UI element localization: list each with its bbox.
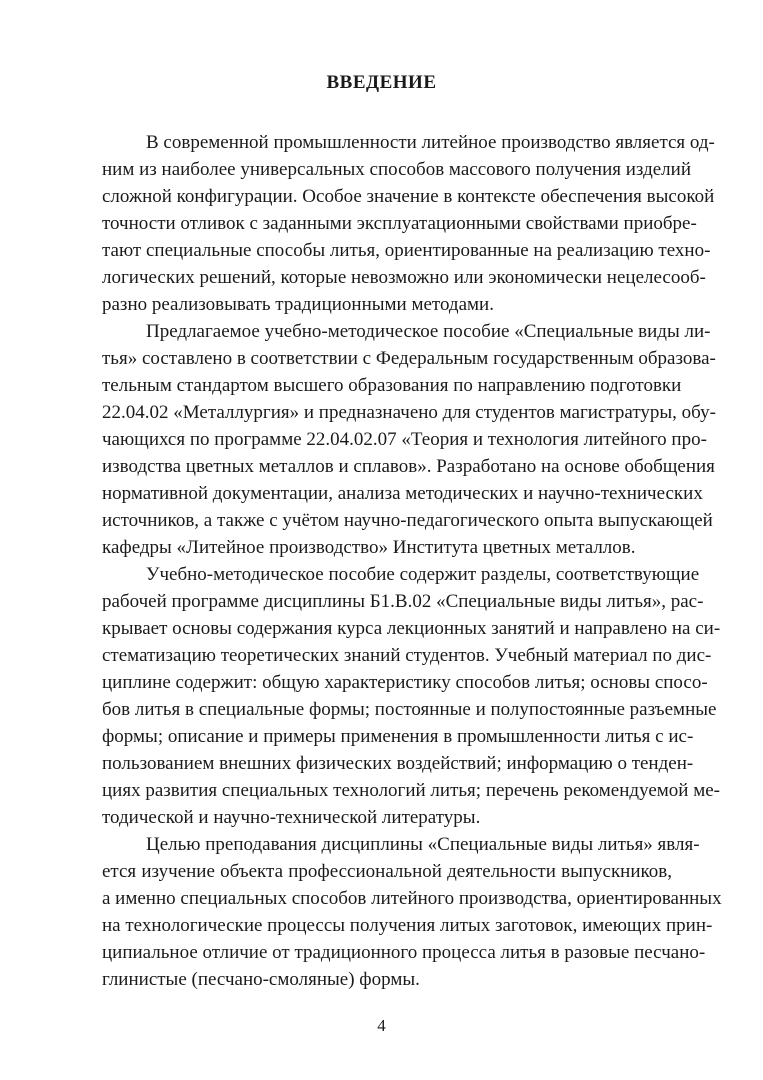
text-line: разно реализовывать традиционными методами. xyxy=(102,294,494,315)
text-line: чающихся по программе 22.04.02.07 «Теория и технология литейного про- xyxy=(102,429,707,450)
text-line: пользованием внешних физических воздействий; информацию о тенден- xyxy=(102,753,694,774)
text-line: Целью преподавания дисциплины «Специальные виды литья» явля- xyxy=(146,834,700,855)
text-line: крывает основы содержания курса лекционных занятий и направлено на си- xyxy=(102,618,721,639)
text-line: на технологические процессы получения литых заготовок, имеющих прин- xyxy=(102,915,713,936)
text-line: нормативной документации, анализа методических и научно-технических xyxy=(102,483,703,504)
text-line: тья» составлено в соответствии с Федеральным государственным образова- xyxy=(102,348,716,369)
text-line: тают специальные способы литья, ориентированные на реализацию техно- xyxy=(102,240,711,261)
text-line: формы; описание и примеры применения в промышленности литья с ис- xyxy=(102,726,694,747)
text-line: циплине содержит: общую характеристику способов литья; основы спосо- xyxy=(102,672,708,693)
text-line: бов литья в специальные формы; постоянные и полупостоянные разъемные xyxy=(102,699,717,720)
text-line: сложной конфигурации. Особое значение в контексте обеспечения высокой xyxy=(102,186,715,207)
text-line: Учебно-методическое пособие содержит разделы, соответствующие xyxy=(146,564,700,585)
page-title: ВВЕДЕНИЕ xyxy=(326,72,437,93)
text-line: изводства цветных металлов и сплавов». Разработано на основе обобщения xyxy=(102,456,715,477)
text-line: ципиальное отличие от традиционного процесса литья в разовые песчано- xyxy=(102,942,706,963)
text-line: глинистые (песчано-смоляные) формы. xyxy=(102,969,420,990)
text-line: циях развития специальных технологий литья; перечень рекомендуемой ме- xyxy=(102,780,720,801)
text-line: В современной промышленности литейное производство является од- xyxy=(146,132,715,153)
text-line: рабочей программе дисциплины Б1.В.02 «Специальные виды литья», рас- xyxy=(102,591,704,612)
text-line: точности отливок с заданными эксплуатационными свойствами приобре- xyxy=(102,213,697,234)
text-line: стематизацию теоретических знаний студентов. Учебный материал по дис- xyxy=(102,645,712,666)
text-line: кафедры «Литейное производство» Института цветных металлов. xyxy=(102,537,636,558)
text-line: ется изучение объекта профессиональной деятельности выпускников, xyxy=(102,861,672,882)
text-line: Предлагаемое учебно-методическое пособие «Специальные виды ли- xyxy=(146,321,711,342)
text-line: источников, а также с учётом научно-педагогического опыта выпускающей xyxy=(102,510,713,531)
text-line: логических решений, которые невозможно или экономически нецелесооб- xyxy=(102,267,706,288)
text-line: тельным стандартом высшего образования по направлению подготовки xyxy=(102,375,682,396)
text-line: тодической и научно-технической литературы. xyxy=(102,807,481,828)
text-line: а именно специальных способов литейного производства, ориентированных xyxy=(102,888,722,909)
page-number: 4 xyxy=(377,1016,386,1035)
text-line: ним из наиболее универсальных способов массового получения изделий xyxy=(102,159,691,180)
text-line: 22.04.02 «Металлургия» и предназначено для студентов магистратуры, обу- xyxy=(102,402,716,423)
